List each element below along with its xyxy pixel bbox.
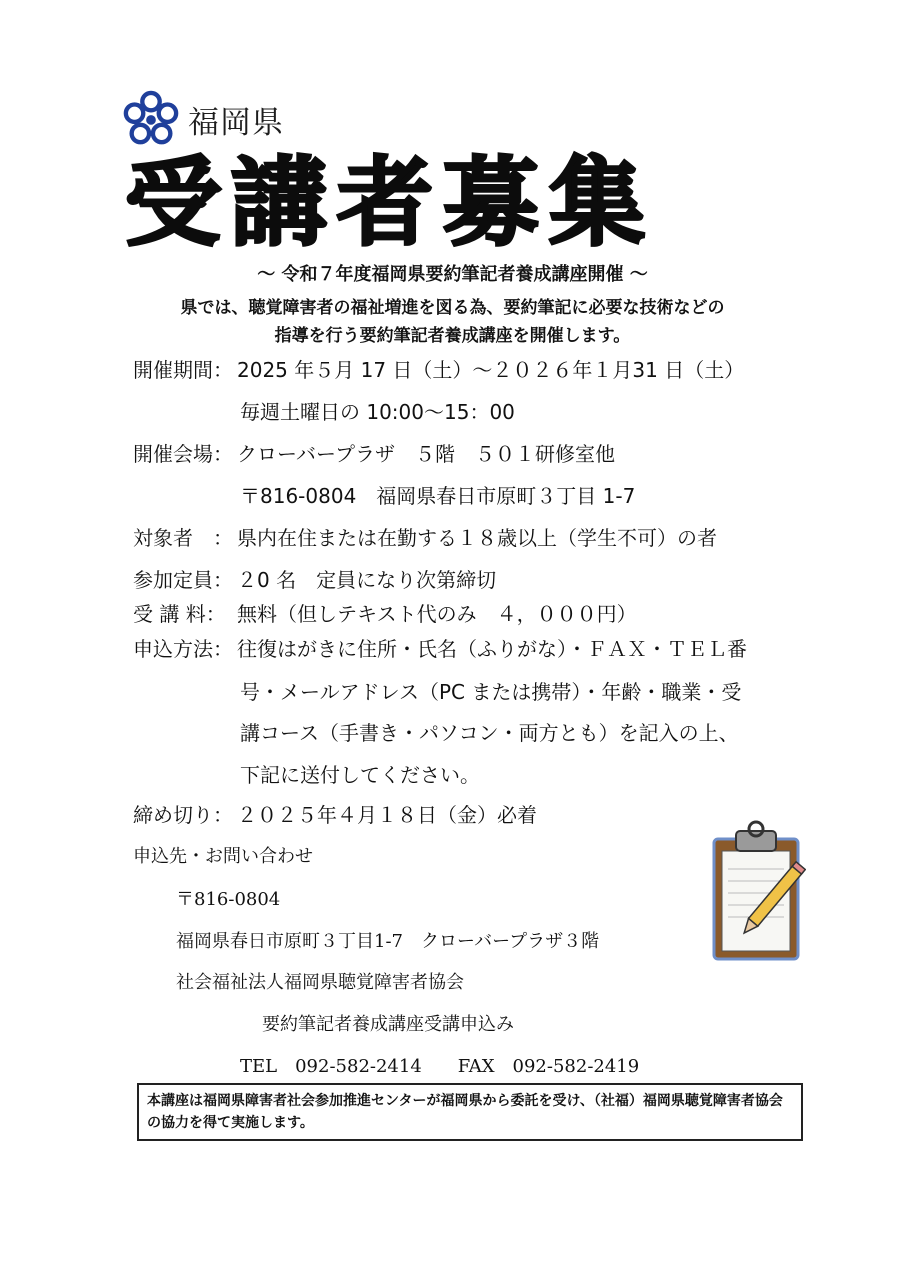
target-label: 対象者 ： xyxy=(133,526,233,550)
subtitle: ～ 令和７年度福岡県要約筆記者養成講座開催 ～ xyxy=(257,264,648,285)
method-label: 申込方法： xyxy=(133,637,233,661)
venue-label: 開催会場： xyxy=(133,442,233,466)
deadline-label: 締め切り： xyxy=(133,803,233,827)
contact-postal: 〒816-0804 xyxy=(176,889,281,910)
method-row xyxy=(133,633,747,662)
venue-value: クローバープラザ ５階 ５０１研修室他 xyxy=(237,442,615,466)
period-time: 毎週土曜日の 10:00～15：00 xyxy=(240,400,515,424)
deadline-value: ２０２５年４月１８日（金）必着 xyxy=(237,803,537,827)
capacity-row xyxy=(133,564,496,593)
target-value: 県内在住または在勤する１８歳以上（学生不可）の者 xyxy=(237,526,717,550)
fee-row xyxy=(133,598,637,627)
clipboard-illustration xyxy=(706,817,806,971)
capacity-value: ２0 名 定員になり次第締切 xyxy=(237,568,497,592)
intro-line-1: 県では、聴覚障害者の福祉増進を図る為、要約筆記に必要な技術などの xyxy=(180,298,725,318)
contact-tel-fax: TEL 092-582-2414 FAX 092-582-2419 xyxy=(240,1056,640,1077)
contact-org: 社会福祉法人福岡県聴覚障害者協会 xyxy=(176,972,464,993)
contact-address: 福岡県春日市原町３丁目1-7 クローバープラザ３階 xyxy=(176,931,600,952)
period-row xyxy=(133,354,744,383)
target-row xyxy=(133,522,717,551)
notice-box: 本講座は福岡県障害者社会参加推進センターが福岡県から委託を受け、（社福）福岡県聴覚障害者協会の協力を得て実施します。 xyxy=(137,1083,803,1141)
contact-title: 申込先・お問い合わせ xyxy=(133,846,313,867)
prefecture-logo xyxy=(122,90,284,148)
contact-dept: 要約筆記者養成講座受講申込み xyxy=(262,1014,514,1035)
logo-text: 福岡県 xyxy=(188,104,284,141)
capacity-label: 参加定員： xyxy=(133,568,233,592)
clipboard-pencil-icon xyxy=(706,817,806,967)
method-line: 号・メールアドレス（PC または携帯）・年齢・職業・受 xyxy=(240,680,742,704)
period-value: 2025 年５月 17 日（土）～２０２６年１月31 日（土） xyxy=(237,358,745,382)
method-line: 下記に送付してください。 xyxy=(240,763,480,787)
method-line: 往復はがきに住所・氏名（ふりがな）・ＦＡＸ・ＴＥＬ番 xyxy=(237,637,747,661)
venue-address: 〒816-0804 福岡県春日市原町３丁目 1-7 xyxy=(240,484,636,508)
fee-value: 無料（但しテキスト代のみ ４，０００円） xyxy=(237,602,637,626)
method-line: 講コース（手書き・パソコン・両方とも）を記入の上、 xyxy=(240,721,739,745)
period-label: 開催期間： xyxy=(133,358,233,382)
headline: 受講者募集 xyxy=(125,147,655,259)
intro-line-2: 指導を行う要約筆記者養成講座を開催します。 xyxy=(274,326,631,346)
deadline-row xyxy=(133,799,537,828)
fukuoka-emblem-icon xyxy=(122,90,180,148)
venue-row xyxy=(133,438,615,467)
fee-label: 受 講 料： xyxy=(133,602,226,626)
